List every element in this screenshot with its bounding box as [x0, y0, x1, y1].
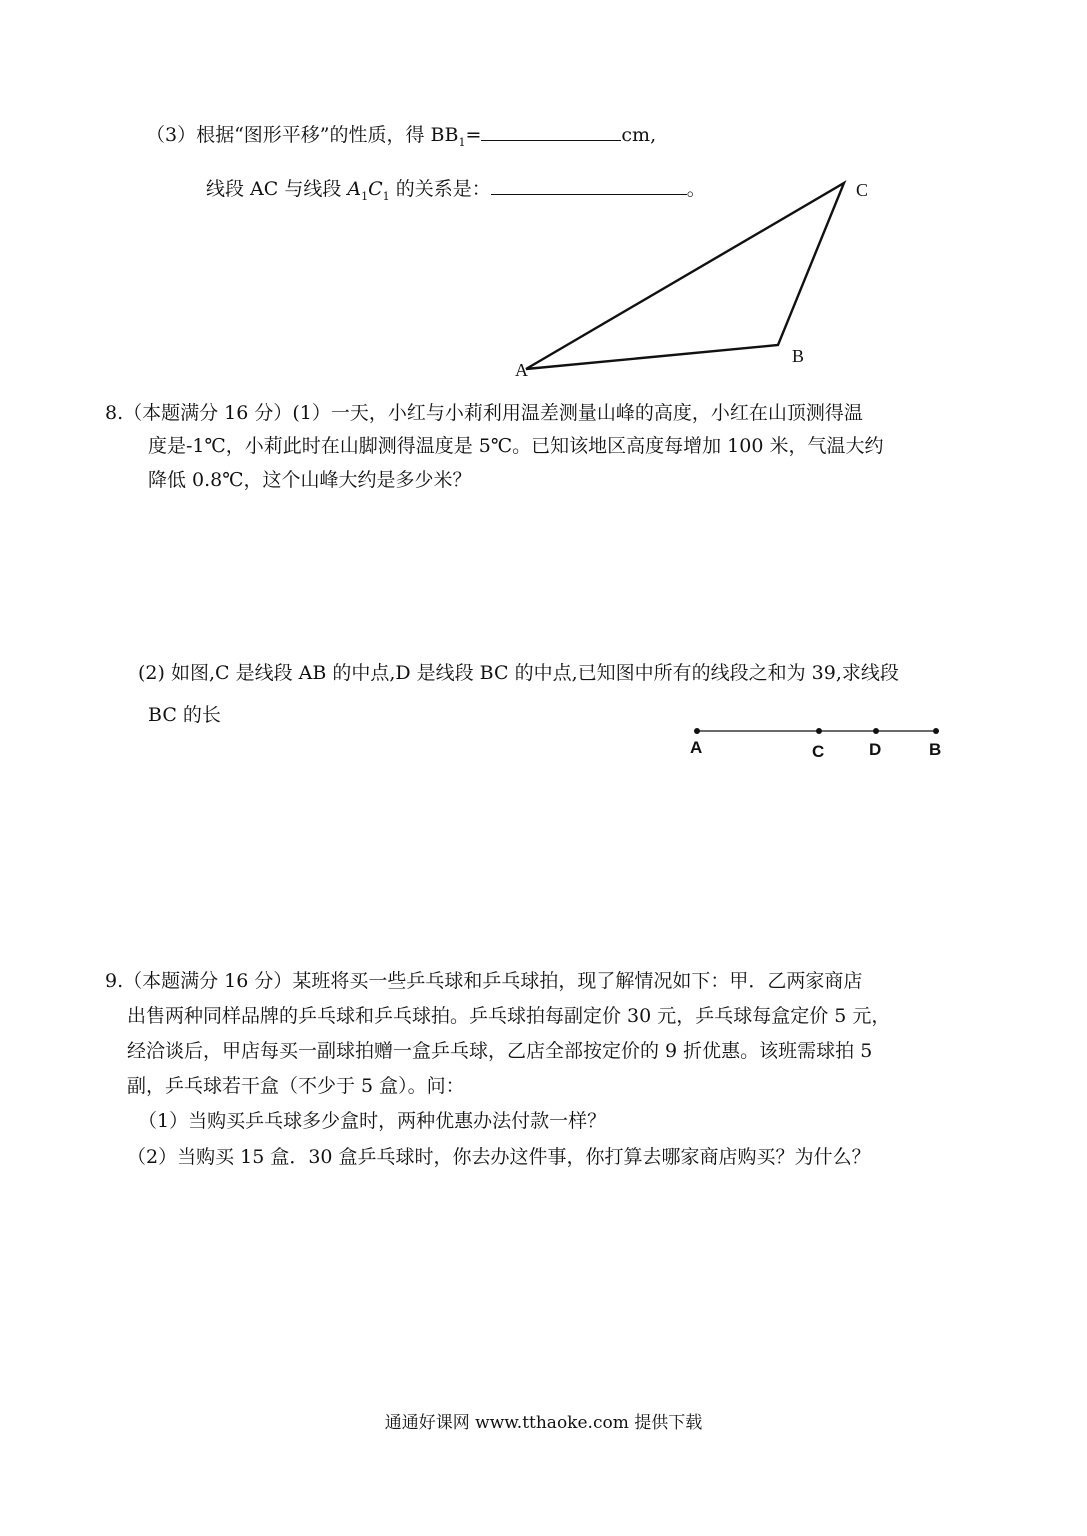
segment-a1-letter: A	[347, 178, 362, 200]
q8-line1: 8.（本题满分 16 分）(1）一天，小红与小莉利用温差测量山峰的高度，小红在山顶测得温	[105, 402, 863, 424]
part3-b1-subscript: 1	[458, 135, 466, 149]
segment-label-a: A	[690, 738, 703, 757]
point-c	[816, 728, 822, 734]
segment-a1-subscript: 1	[361, 189, 369, 203]
q8-line3: 降低 0.8℃，这个山峰大约是多少米？	[148, 469, 472, 491]
triangle-figure	[515, 180, 868, 380]
point-a	[694, 728, 700, 734]
segment-label-d: D	[869, 740, 882, 759]
part3-line2-prefix: 线段 AC 与线段	[206, 178, 348, 200]
q8-part2-line1: (2) 如图,C 是线段 AB 的中点,D 是线段 BC 的中点,已知图中所有的线段之和为 39,求线段	[138, 662, 899, 684]
segment-c1-subscript: 1	[382, 189, 390, 203]
segment-label-c: C	[812, 742, 825, 761]
triangle-label-c: C	[856, 180, 869, 200]
part3-prefix: （3）根据“图形平移”的性质，得 BB	[146, 124, 459, 146]
part3-equals: =	[465, 124, 482, 146]
q9-line2: 出售两种同样品牌的乒乓球和乒乓球拍。乒乓球拍每副定价 30 元，乒乓球每盒定价 5 元，	[127, 1005, 891, 1027]
q9-line4: 副，乒乓球若干盒（不少于 5 盒）。问：	[127, 1075, 465, 1097]
q9-sub2: （2）当购买 15 盒．30 盒乒乓球时，你去办这件事，你打算去哪家商店购买？为什么？	[127, 1146, 871, 1168]
segment-label-b: B	[929, 740, 942, 759]
point-d	[873, 728, 879, 734]
triangle-abc	[526, 183, 844, 369]
part3-line2-suffix: 的关系是：	[389, 178, 491, 200]
triangle-label-a: A	[515, 360, 528, 380]
q9-line1: 9.（本题满分 16 分）某班将买一些乒乓球和乒乓球拍，现了解情况如下：甲．乙两家商店	[105, 970, 863, 992]
triangle-label-b: B	[792, 346, 805, 366]
q8-part2-line2: BC 的长	[148, 704, 221, 726]
page-footer: 通通好课网 www.tthaoke.com 提供下载	[384, 1413, 703, 1433]
q9-sub1: （1）当购买乒乓球多少盒时，两种优惠办法付款一样？	[138, 1110, 607, 1132]
point-b	[933, 728, 939, 734]
q9-line3: 经洽谈后，甲店每买一副球拍赠一盒乒乓球，乙店全部按定价的 9 折优惠。该班需球拍 5	[127, 1040, 873, 1062]
part3-unit: cm,	[621, 124, 657, 146]
q8-line2: 度是-1℃，小莉此时在山脚测得温度是 5℃。已知该地区高度每增加 100 米，气温大约	[148, 435, 884, 457]
part3-end-mark: 。	[686, 178, 706, 200]
segment-figure	[690, 728, 941, 761]
segment-c1-letter: C	[368, 178, 383, 200]
